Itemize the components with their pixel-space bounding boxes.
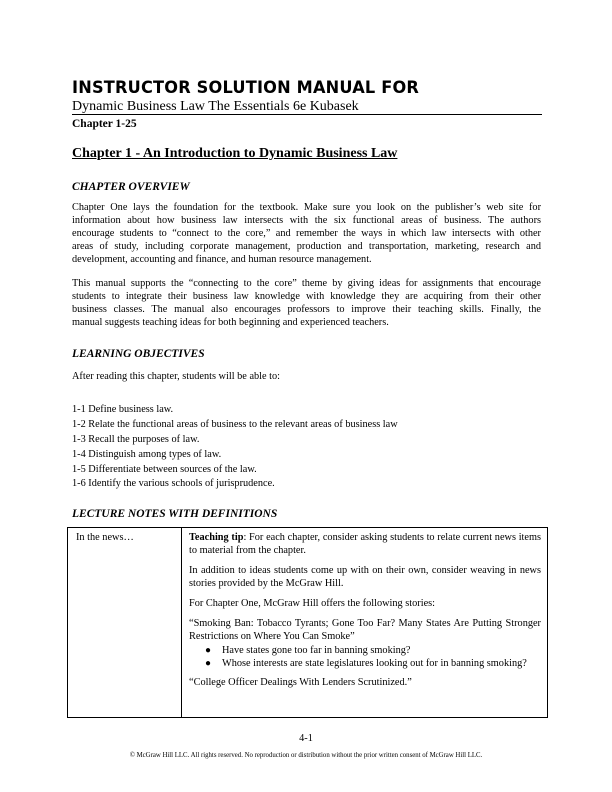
manual-title: INSTRUCTOR SOLUTION MANUAL FOR [72,78,420,97]
table-notes-cell [189,531,541,696]
lecture-notes-table [67,527,548,718]
notes-paragraph: For Chapter One, McGraw Hill offers the following stories: [189,598,436,609]
header-divider [72,114,542,115]
page-number: 4-1 [299,733,313,744]
text-line: business classes. The manual also encourages professors to improve their teaching skills. Finally, the [72,304,541,315]
teaching-tip-text: : For each chapter, consider asking students to relate current news items to material from the chapter. [189,532,541,556]
table-column-divider [181,528,182,717]
chapter-title: Chapter 1 - An Introduction to Dynamic Business Law [72,146,398,161]
table-topic-cell: In the news… [76,532,134,543]
teaching-tip [189,531,541,557]
objective-item: 1-4 Distinguish among types of law. [72,449,222,460]
text-line: information about how business law intersects with the six functional areas of business. The authors [72,215,541,226]
chapter-range: Chapter 1-25 [72,118,137,130]
text-line: development, accounting and finance, and human resource management. [72,254,372,265]
copyright-footer: © McGraw Hill LLC. All rights reserved. No reproduction or distribution without the prior written consent of McGraw Hill LLC. [129,752,483,759]
objective-item: 1-3 Recall the purposes of law. [72,434,200,445]
bullet-icon: ● [205,645,212,656]
objective-item: 1-2 Relate the functional areas of business to the relevant areas of business law [72,419,398,430]
bullet-item [205,657,541,670]
bullet-text: Have states gone too far in banning smoking? [222,645,411,656]
bullet-text: Whose interests are state legislatures looking out for in banning smoking? [222,658,527,669]
news-story: “College Officer Dealings With Lenders Scrutinized.” [189,677,412,688]
text-line: Chapter One lays the foundation for the textbook. Make sure you look on the publisher’s web site for [72,202,541,213]
notes-paragraph: In addition to ideas students come up with on their own, consider weaving in news stories provided by the McGraw Hill. [189,565,541,589]
story-questions [189,644,541,670]
bullet-item [205,644,541,657]
objective-item: 1-5 Differentiate between sources of the law. [72,464,257,475]
lecture-notes-heading: LECTURE NOTES WITH DEFINITIONS [72,508,278,520]
objective-item: 1-6 Identify the various schools of jurisprudence. [72,478,275,489]
objective-item: 1-1 Define business law. [72,404,174,415]
manual-subtitle: Dynamic Business Law The Essentials 6e Kubasek [72,99,359,114]
bullet-icon: ● [205,658,212,669]
objectives-intro: After reading this chapter, students will be able to: [72,371,281,382]
news-story: “Smoking Ban: Tobacco Tyrants; Gone Too Far? Many States Are Putting Stronger Restrictions on Where You Can Smoke” [189,618,541,642]
text-line: This manual supports the “connecting to the core” theme by giving ideas for assignments that encourage [72,278,541,289]
text-line: students to integrate their business law knowledge with knowledge they are acquiring from their other [72,291,541,302]
text-line: manual suggests teaching ideas for both beginning and experienced teachers. [72,317,389,328]
overview-heading: CHAPTER OVERVIEW [72,181,190,193]
text-line: areas of study, including corporate management, production and transportation, marketing, research and [72,241,541,252]
objectives-heading: LEARNING OBJECTIVES [72,348,205,360]
text-line: encourage students to “connect to the core,” and remember the ways in which law intersects with other [72,228,541,239]
teaching-tip-label: Teaching tip [189,532,244,543]
